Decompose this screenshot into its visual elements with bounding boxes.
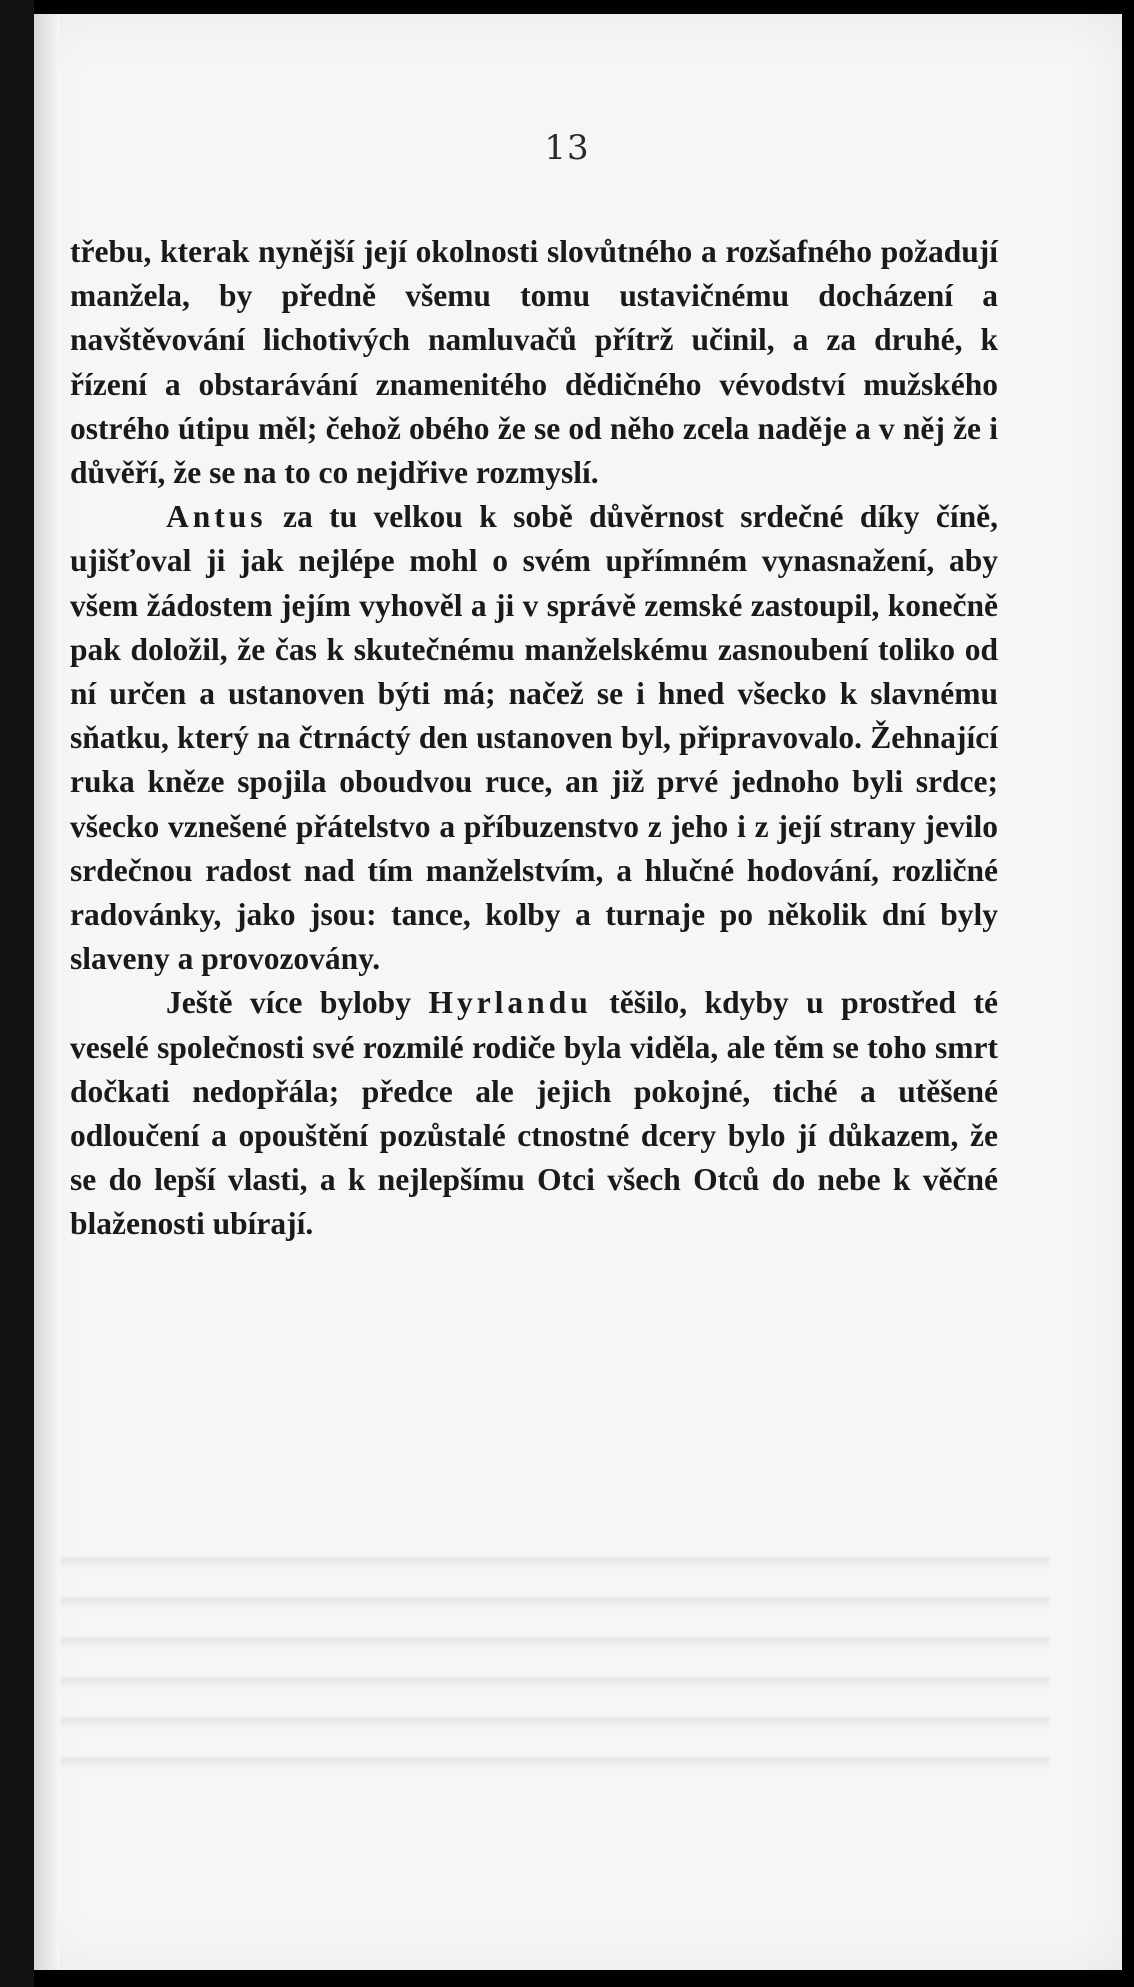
book-spine-shadow xyxy=(0,0,34,1987)
paragraph-3 xyxy=(70,981,998,1246)
paragraph-2 xyxy=(70,495,998,981)
paragraph-2-text: za tu velkou k sobě důvěrnost srdečné díky číně, ujišťoval ji jak nejlépe mohl o svém upřímném vynasnažení, aby všem žádostem jejím vyhověl a ji v správě zemské zastoupil, konečně pak doložil, že čas k skutečnému manželskému zasnoubení toliko od ní určen a ustanoven býti má; načež se i hned všecko k slavnému sňatku, který na čtrnáctý den ustanoven byl, připravovalo. Žehnající ruka kněze spojila oboudvou ruce, an již prvé jednoho byli srdce; všecko vznešené přátelstvo a příbuzenstvo z jeho i z její strany jevilo srdečnou radost nad tím manželstvím, a hlučné hodování, rozličné radovánky, jako jsou: tance, kolby a turnaje po několik dní byly slaveny a provozovány. xyxy=(70,499,998,977)
name-hyrlandu: Hyrlandu xyxy=(428,985,592,1021)
paragraph-3-lead: Ještě více byloby xyxy=(166,985,429,1021)
ink-bleed-through xyxy=(60,1530,1050,1790)
paragraph-1 xyxy=(70,230,998,495)
body-text xyxy=(70,230,998,1247)
name-antus: Antus xyxy=(166,499,267,535)
page-number: 13 xyxy=(544,128,590,168)
paragraph-3-text: těšilo, kdyby u prostřed té veselé společnosti své rozmilé rodiče byla viděla, ale těm se toho smrt dočkati nedopřála; předce ale jejich pokojné, tiché a utěšené odloučení a opouštění pozůstalé ctnostné dcery bylo jí důkazem, že se do lepší vlasti, a k nejlepšímu Otci všech Otců do nebe k věčné blaženosti ubírají. xyxy=(70,985,998,1242)
paragraph-1-text: třebu, kterak nynější její okolnosti slovůtného a rozšafného požadují manžela, by předně všemu tomu ustavičnému docházení a navštěvování lichotivých namluvačů přítrž učinil, a za druhé, k řízení a obstarávání znamenitého dědičného vévodství mužského ostrého útipu měl; čehož obého že se od něho zcela naděje a v něj že i důvěří, že se na to co nejdřive rozmyslí. xyxy=(70,234,998,491)
